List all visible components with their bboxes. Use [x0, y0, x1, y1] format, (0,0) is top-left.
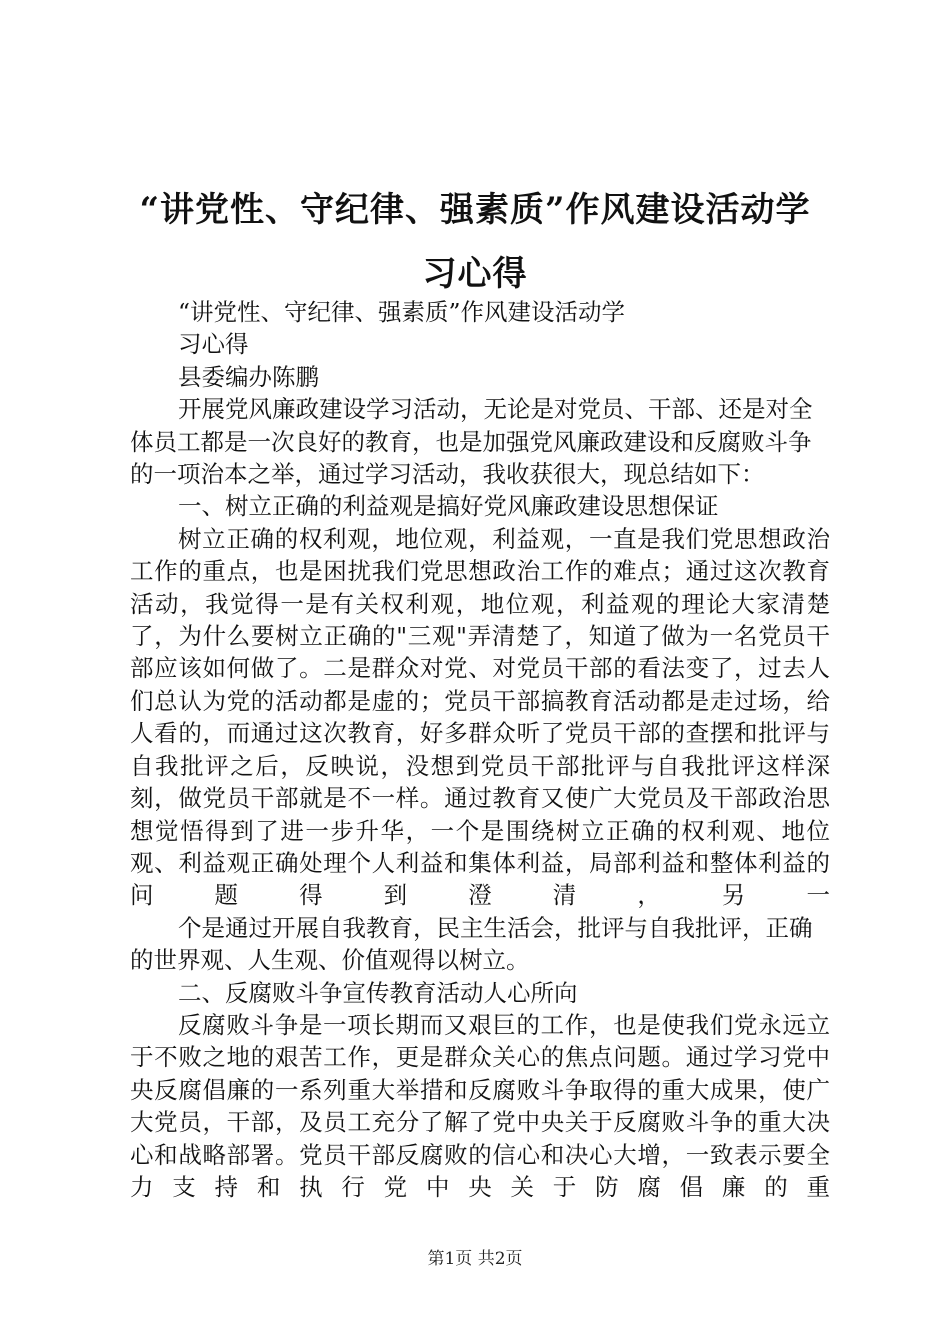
section-heading-2: 二、反腐败斗争宣传教育活动人心所向	[178, 978, 578, 1007]
author-line: 县委编办陈鹏	[178, 362, 319, 391]
subtitle-line-1: “讲党性、守纪律、强素质”作风建设活动学	[178, 298, 626, 326]
section-heading-1: 一、树立正确的利益观是搞好党风廉政建设思想保证	[178, 492, 719, 521]
paragraph-intro: 开展党风廉政建设学习活动，无论是对党员、干部、还是对全体员工都是一次良好的教育，也是加强党风廉政建设和反腐败斗争的一项治本之举，通过学习活动，我收获很大，现总结如下：	[130, 395, 813, 489]
page-footer: 第1页 共2页	[427, 1249, 523, 1269]
subtitle-line-2: 习心得	[178, 330, 249, 359]
document-title	[120, 178, 830, 306]
paragraph-section-1-cont: 个是通过开展自我教育，民主生活会，批评与自我批评，正确的世界观、人生观、价值观得以树立。	[130, 913, 813, 975]
paragraph-section-1: 树立正确的权利观，地位观，利益观，一直是我们党思想政治工作的重点，也是困扰我们党思想政治工作的难点；通过这次教育活动，我觉得一是有关权利观，地位观，利益观的理论大家清楚了，为什么要树立正确的"三观"弄清楚了，知道了做为一名党员干部应该如何做了。二是群众对党、对党员干部的看法变了，过去人们总认为党的活动都是虚的；党员干部搞教育活动都是走过场，给人看的，而通过这次教育，好多群众听了党员干部的查摆和批评与自我批评之后，反映说，没想到党员干部批评与自我批评这样深刻，做党员干部就是不一样。通过教育又使广大党员及干部政治思想觉悟得到了进一步升华，一个是围绕树立正确的权利观、地位观、利益观正确处理个人利益和集体利益，局部利益和整体利益的问题得到澄清，另一	[130, 524, 830, 910]
paragraph-section-2: 反腐败斗争是一项长期而又艰巨的工作，也是使我们党永远立于不败之地的艰苦工作，更是群众关心的焦点问题。通过学习党中央反腐倡廉的一系列重大举措和反腐败斗争取得的重大成果，使广大党员，干部，及员工充分了解了党中央关于反腐败斗争的重大决心和战略部署。党员干部反腐败的信心和决心大增，一致表示要全力支持和执行党中央关于防腐倡廉的重	[130, 1010, 830, 1201]
title-line-2: 习心得	[422, 254, 528, 294]
title-line-1: “讲党性、守纪律、强素质”作风建设活动学	[139, 190, 811, 230]
document-body	[130, 296, 830, 1203]
